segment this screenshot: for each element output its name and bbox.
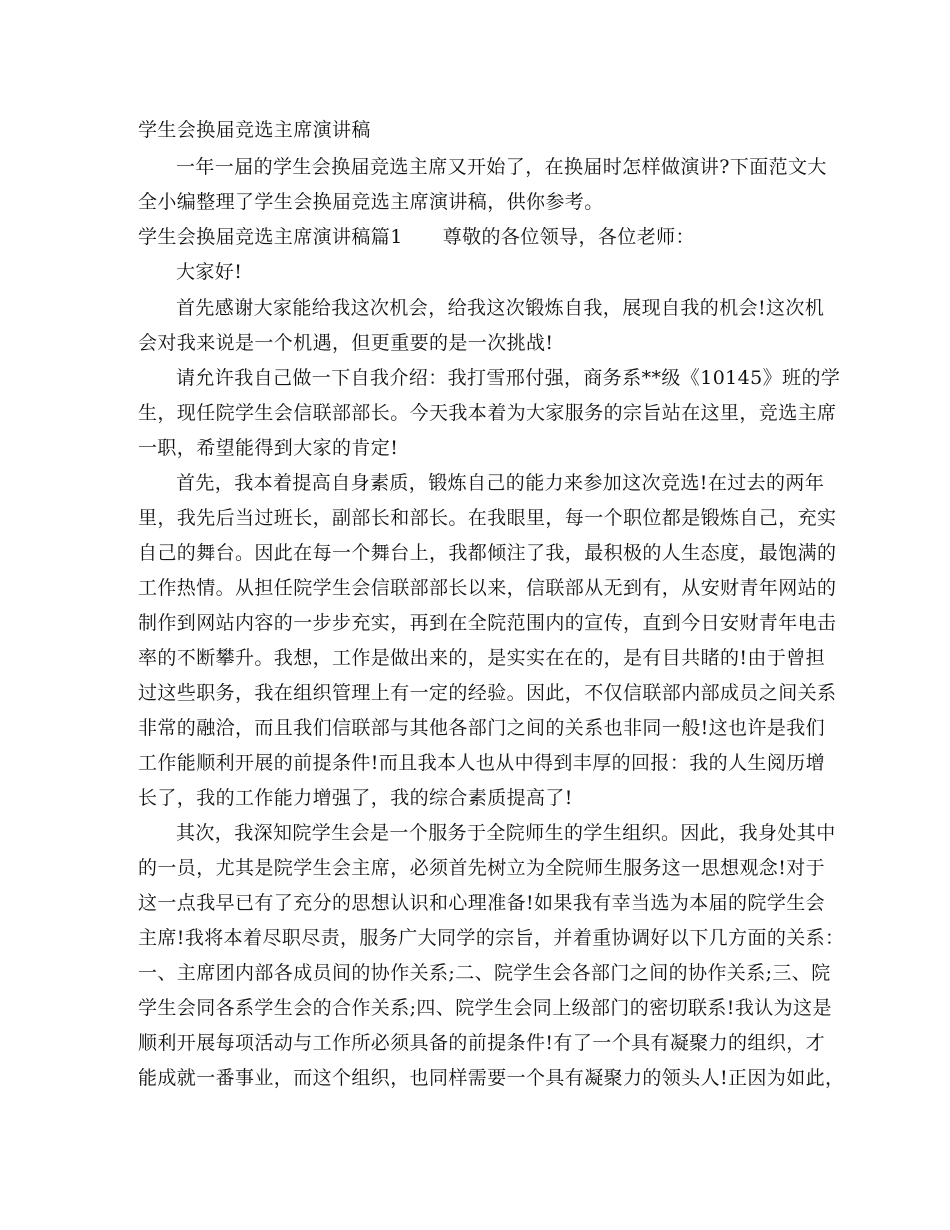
- greeting: 大家好!: [176, 261, 243, 283]
- paragraph-line: 率的不断攀升。我想，工作是做出来的，是实实在在的，是有目共睹的!由于曾担: [138, 647, 826, 669]
- paragraph-line: 制作到网站内容的一步步充实，再到在全院范围内的宣传，直到今日安财青年电击: [138, 612, 837, 634]
- paragraph-line: 主席!我将本着尽职尽责，服务广大同学的宗旨，并着重协调好以下几方面的关系：: [138, 927, 845, 949]
- paragraph-line: 里，我先后当过班长，副部长和部长。在我眼里，每一个职位都是锻炼自己，充实: [138, 507, 837, 529]
- paragraph-line: 的一员，尤其是院学生会主席，必须首先树立为全院师生服务这一思想观念!对于: [138, 857, 826, 879]
- intro-line: 一年一届的学生会换届竞选主席又开始了，在换届时怎样做演讲?下面范文大: [176, 156, 827, 178]
- paragraph-line: 非常的融洽，而且我们信联部与其他各部门之间的关系也非同一般!这也许是我们: [138, 717, 826, 739]
- paragraph-line: 长了，我的工作能力增强了，我的综合素质提高了!: [138, 787, 573, 809]
- section-heading: 学生会换届竞选主席演讲稿篇1: [138, 226, 403, 248]
- paragraph-line: 请允许我自己做一下自我介绍：我打雪邢付强，商务系**级《10145》班的学: [176, 367, 841, 389]
- paragraph-line: 工作能顺利开展的前提条件!而且我本人也从中得到丰厚的回报：我的人生阅历增: [138, 752, 826, 774]
- paragraph-line: 一、主席团内部各成员间的协作关系;二、院学生会各部门之间的协作关系;三、院: [138, 962, 831, 984]
- section-heading-line: [138, 225, 695, 249]
- paragraph-line: 工作热情。从担任院学生会信联部部长以来，信联部从无到有，从安财青年网站的: [138, 577, 837, 599]
- paragraph-line: 顺利开展每项活动与工作所必须具备的前提条件!有了一个具有凝聚力的组织，才: [138, 1032, 826, 1054]
- paragraph-line: 首先感谢大家能给我这次机会，给我这次锻炼自我，展现自我的机会!这次机: [176, 297, 825, 319]
- paragraph-line: 会对我来说是一个机遇，但更重要的是一次挑战!: [138, 332, 554, 354]
- salutation: 尊敬的各位领导，各位老师：: [442, 226, 695, 248]
- paragraph-line: 其次，我深知院学生会是一个服务于全院师生的学生组织。因此，我身处其中: [176, 822, 836, 844]
- paragraph-line: 首先，我本着提高自身素质，锻炼自己的能力来参加这次竞选!在过去的两年: [176, 472, 825, 494]
- paragraph-line: 能成就一番事业，而这个组织，也同样需要一个具有凝聚力的领头人!正因为如此，: [138, 1067, 845, 1089]
- intro-line: 全小编整理了学生会换届竞选主席演讲稿，供你参考。: [138, 191, 604, 213]
- paragraph-line: 生，现任院学生会信联部部长。今天我本着为大家服务的宗旨站在这里，竞选主席: [138, 402, 837, 424]
- paragraph-line: 学生会同各系学生会的合作关系;四、院学生会同上级部门的密切联系!我认为这是: [138, 997, 832, 1019]
- document-title: 学生会换届竞选主席演讲稿: [138, 119, 371, 141]
- paragraph-line: 过这些职务，我在组织管理上有一定的经验。因此，不仅信联部内部成员之间关系: [138, 682, 837, 704]
- paragraph-line: 自己的舞台。因此在每一个舞台上，我都倾注了我，最积极的人生态度，最饱满的: [138, 542, 837, 564]
- paragraph-line: 这一点我早已有了充分的思想认识和心理准备!如果我有幸当选为本届的院学生会: [138, 892, 826, 914]
- paragraph-line: 一职，希望能得到大家的肯定!: [138, 437, 399, 459]
